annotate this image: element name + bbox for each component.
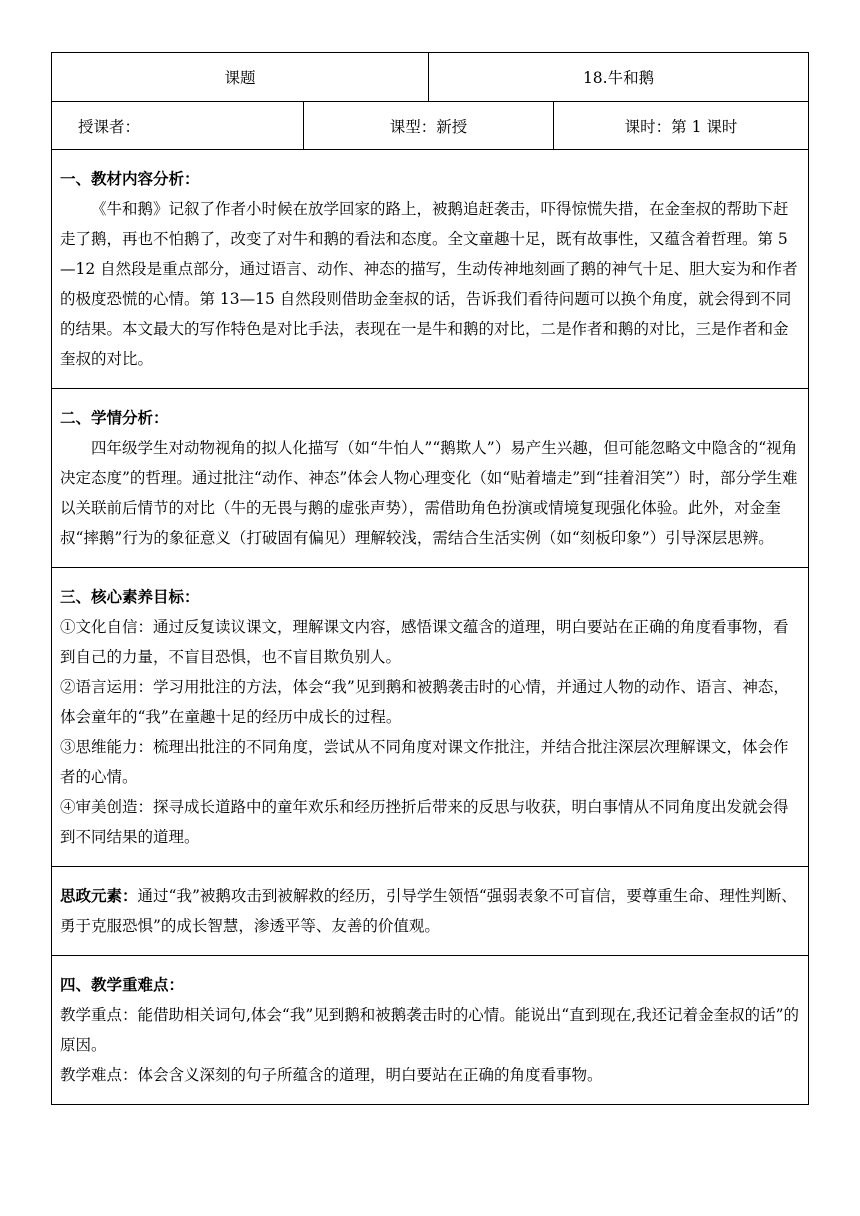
goal-item: ①文化自信：通过反复读议课文，理解课文内容，感悟课文蕴含的道理，明白要站在正确的角度看事物，看到自己的力量，不盲目恐惧，也不盲目欺负别人。 <box>60 618 789 666</box>
goal-item: ③思维能力：梳理出批注的不同角度，尝试从不同角度对课文作批注，并结合批注深层次理解课文，体会作者的心情。 <box>60 738 789 786</box>
goal-item: ④审美创造：探寻成长道路中的童年欢乐和经历挫折后带来的反思与收获，明白事情从不同角度出发就会得到不同结果的道理。 <box>60 798 789 846</box>
ideology-label: 思政元素： <box>60 886 138 905</box>
section2-body: 四年级学生对动物视角的拟人化描写（如“牛怕人”“鹅欺人”）易产生兴趣，但可能忽略文中隐含的“视角决定态度”的哲理。通过批注“动作、神态”体会人物心理变化（如“贴着墙走”到“挂着泪笑”）时，部分学生难以关联前后情节的对比（牛的无畏与鹅的虚张声势），需借助角色扮演或情境复现强化体验。此外，对金奎叔“摔鹅”行为的象征意义（打破固有偏见）理解较浅，需结合生活实例（如“刻板印象”）引导深层思辨。 <box>60 439 798 547</box>
section-student-analysis <box>52 389 809 568</box>
ideology-paragraph <box>60 881 800 941</box>
section4-title: 四、教学重难点： <box>60 975 185 994</box>
section-core-goals <box>52 568 809 867</box>
lesson-plan-table <box>51 52 809 1105</box>
section1-title: 一、教材内容分析： <box>60 169 200 188</box>
section3-title: 三、核心素养目标： <box>60 587 200 606</box>
section-textbook-analysis <box>52 150 809 389</box>
section2-title: 二、学情分析： <box>60 408 169 427</box>
header-row <box>52 53 809 102</box>
key-point: 教学重点：能借助相关词句,体会“我”见到鹅和被鹅袭击时的心情。能说出“直到现在,我还记着金奎叔的话”的原因。 <box>60 1006 800 1054</box>
section-key-difficult <box>52 956 809 1105</box>
difficult-point: 教学难点：体会含义深刻的句子所蕴含的道理，明白要站在正确的角度看事物。 <box>60 1066 603 1084</box>
section1-body: 《牛和鹅》记叙了作者小时候在放学回家的路上，被鹅追赶袭击，吓得惊慌失措，在金奎叔的帮助下赶走了鹅，再也不怕鹅了，改变了对牛和鹅的看法和态度。全文童趣十足，既有故事性，又蕴含着哲理。第 5—12 自然段是重点部分，通过语言、动作、神态的描写，生动传神地刻画了鹅的神气十足、胆大妄为和作者的极度恐慌的心情。第 13—15 自然段则借助金奎叔的话，告诉我们看待问题可以换个角度，就会得到不同的结果。本文最大的写作特色是对比手法，表现在一是牛和鹅的对比，二是作者和鹅的对比，三是作者和金奎叔的对比。 <box>60 200 798 368</box>
section-ideology <box>52 867 809 956</box>
goal-item: ②语言运用：学习用批注的方法，体会“我”见到鹅和被鹅袭击时的心情，并通过人物的动作、语言、神态，体会童年的“我”在童趣十足的经历中成长的过程。 <box>60 678 789 726</box>
topic-value: 18.牛和鹅 <box>429 53 809 102</box>
topic-label: 课题 <box>52 53 429 102</box>
ideology-body: 通过“我”被鹅攻击到被解救的经历，引导学生领悟“强弱表象不可盲信，要尊重生命、理性判断、勇于克服恐惧”的成长智慧，渗透平等、友善的价值观。 <box>60 887 797 935</box>
info-row <box>52 102 809 150</box>
periods-cell: 课时：第 1 课时 <box>554 102 809 150</box>
lesson-type-cell: 课型：新授 <box>304 102 554 150</box>
teacher-cell: 授课者： <box>52 102 304 150</box>
